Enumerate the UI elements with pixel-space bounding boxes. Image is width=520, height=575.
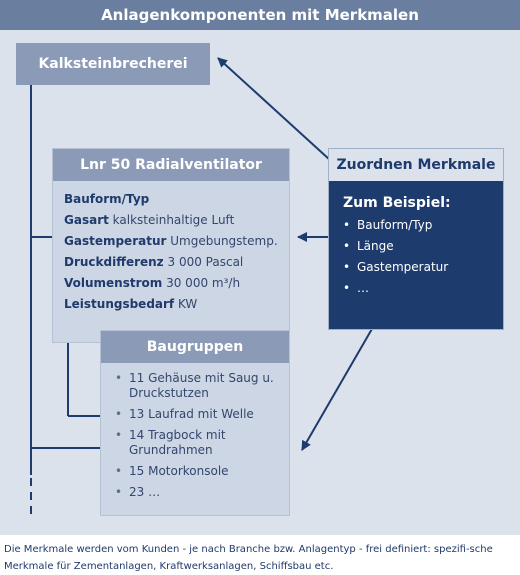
assemblies-card xyxy=(100,330,290,516)
assemblies-list xyxy=(101,371,289,500)
component-card xyxy=(52,148,290,343)
assignment-item: • Gastemperatur xyxy=(343,257,503,278)
assignment-item: • Länge xyxy=(343,236,503,257)
component-title: Lnr 50 Radialventilator xyxy=(53,149,289,181)
diagram-canvas xyxy=(0,30,520,535)
property-row: Bauform/Typ xyxy=(64,192,150,206)
property-row: Gasart kalksteinhaltige Luft xyxy=(64,213,235,227)
assembly-item: • 14 Tragbock mit Grundrahmen xyxy=(115,428,289,458)
property-row: Leistungsbedarf KW xyxy=(64,297,198,311)
property-row: Volumenstrom 30 000 m³/h xyxy=(64,276,241,290)
assignment-list xyxy=(329,215,503,299)
assembly-item: • 11 Gehäuse mit Saug u. Druckstutzen xyxy=(115,371,289,401)
assignment-box xyxy=(328,148,504,330)
assemblies-title: Baugruppen xyxy=(101,331,289,363)
arrow-to-top-node xyxy=(218,58,330,160)
assembly-item: • 13 Laufrad mit Welle xyxy=(115,407,289,422)
assignment-item: • … xyxy=(343,278,503,299)
assignment-title: Zuordnen Merkmale xyxy=(329,149,503,183)
assignment-item: • Bauform/Typ xyxy=(343,215,503,236)
property-row: Druckdifferenz 3 000 Pascal xyxy=(64,255,244,269)
diagram-title: Anlagenkomponenten mit Merkmalen xyxy=(0,0,520,30)
top-node-kalksteinbrecherei: Kalksteinbrecherei xyxy=(16,43,210,85)
assembly-item: • 15 Motorkonsole xyxy=(115,464,289,479)
property-list xyxy=(53,189,289,315)
assembly-item: • 23 … xyxy=(115,485,289,500)
assignment-subtitle: Zum Beispiel: xyxy=(343,195,451,211)
property-row: Gastemperatur Umgebungstemp. xyxy=(64,234,278,248)
caption-text: Die Merkmale werden vom Kunden - je nach Branche bzw. Anlagentyp - frei definiert: spezifi-sche Merkmale für Zementanlagen, Kraftwerksanlagen, Schiffsbau etc. xyxy=(4,544,493,572)
arrow-to-assemblies xyxy=(302,315,380,450)
